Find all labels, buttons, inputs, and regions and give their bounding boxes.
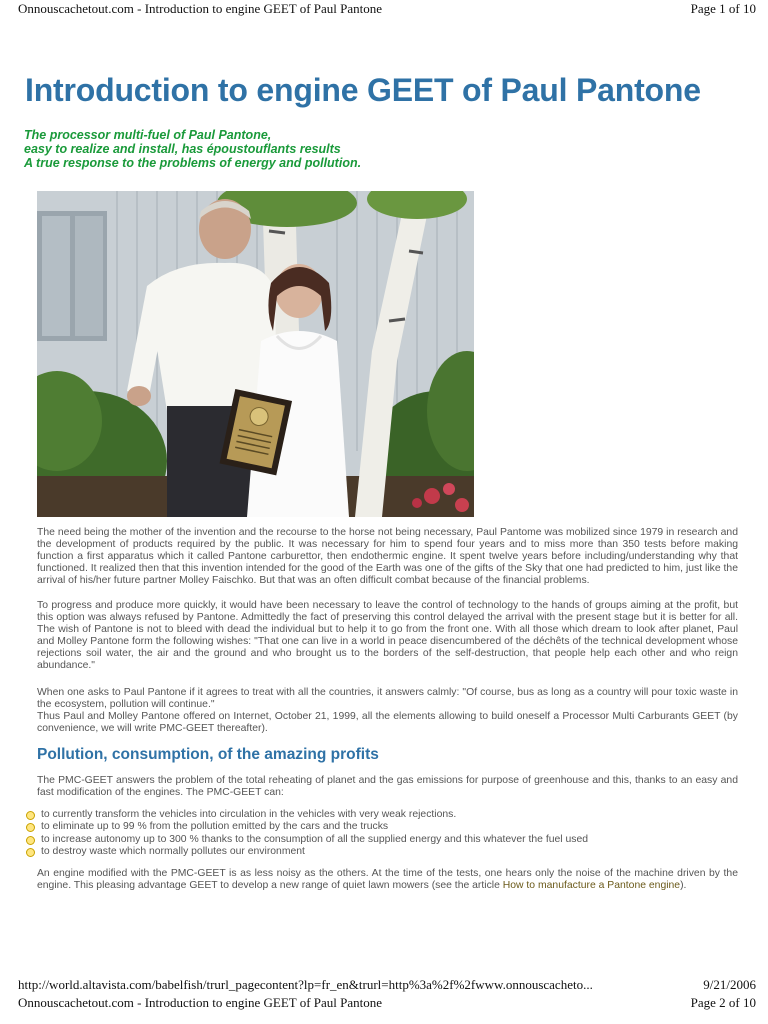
body-paragraph-2 [37,600,738,671]
print-header-title: Onnouscachetout.com - Introduction to engine GEET of Paul Pantone [18,1,383,16]
body-paragraph-6 [37,868,738,892]
print-header-page-number: Page 1 of 10 [690,1,756,16]
paragraph-text-end: ). [680,879,687,891]
tagline-line-2: easy to realize and install, has époustouflants results [24,142,341,156]
article-title: Introduction to engine GEET of Paul Pantone [25,72,701,108]
paragraph-text: Thus Paul and Molley Pantone offered on Internet, October 21, 1999, all the elements allowing to build oneself a Processor Multi Carburants GEET (by convenience, we will write PMC-GEET thereafter). [37,711,738,734]
photo-illustration [37,191,474,517]
list-item-text: to eliminate up to 99 % from the pollution emitted by the cars and the trucks [41,821,389,833]
list-item-text: to destroy waste which normally pollutes our environment [41,846,305,858]
bullet-icon [26,848,35,857]
list-item-text: to increase autonomy up to 300 % thanks to the consumption of all the supplied energy and this whatever the fuel used [41,833,589,845]
body-paragraph-4 [37,711,738,735]
list-item [24,821,744,833]
next-page-header-title: Onnouscachetout.com - Introduction to engine GEET of Paul Pantone [18,995,383,1010]
print-footer-url: http://world.altavista.com/babelfish/trurl_pagecontent?lp=fr_en&trurl=http%3a%2f%2fwww.onnouscacheto... [18,977,593,992]
bullet-icon [26,836,35,845]
article-photo [37,191,474,517]
paragraph-text [37,868,738,892]
next-page-header [18,995,756,1011]
print-header [18,1,756,17]
bullet-icon [26,823,35,832]
list-item-text: to currently transform the vehicles into circulation in the vehicles with very weak rejections. [41,809,457,820]
tagline-line-1: The processor multi-fuel of Paul Pantone, [24,128,272,142]
list-item [24,809,744,821]
body-paragraph-1 [37,527,738,587]
next-page-header-page-number: Page 2 of 10 [690,995,756,1010]
article-link-manufacture-engine[interactable]: How to manufacture a Pantone engine [502,879,681,891]
body-paragraph-3 [37,687,738,711]
paragraph-text: When one asks to Paul Pantone if it agrees to treat with all the countries, it answers calmly: "Of course, bus as long as a country will pour toxic waste in the ecosystem, pollution will continue." [37,687,738,710]
tagline-line-3: A true response to the problems of energy and pollution. [24,156,362,170]
paragraph-text: To progress and produce more quickly, it would have been necessary to leave the control of technology to the hands of groups aiming at the profit, but this option was always refused by Pantone. Admittedly the fact of preserving this control delayed the arrival with the present stage but it is better for all. The wish of Pantone is not to bleed with dead the individual but to help it to go from the front one. With all those which dream to look after planet, Paul and Molley Pantone form the following wishes: "That one can live in a world in peace disencumbered of the déchêts of the technical development whose rejections soil water, the air and the ground and who brought us to the borders of the self-destruction, that people help each other and who reign abundance." [37,600,738,671]
benefits-list [24,809,744,859]
list-item [24,834,744,846]
print-footer [18,977,756,993]
body-paragraph-5 [37,775,738,799]
paragraph-text: The PMC-GEET answers the problem of the total reheating of planet and the gas emissions for purpose of greenhouse and this, thanks to an easy and fast modification of the engines. The PMC-GEET can: [37,775,738,798]
list-item [24,846,744,858]
paragraph-text-start: An engine modified with the PMC-GEET is as less noisy as the others. At the time of the tests, one hears only the noise of the machine driven by the engine. This pleasing advantage GEET to develop a new range of quiet lawn mowers (see the article [37,868,738,891]
paragraph-text: The need being the mother of the invention and the recourse to the horse not being necessary, Paul Pantome was mobilized since 1979 in research and the development of products required by the public. It was necessary for him to spend four years and to miss more than 350 tests before making function a first apparatus which it called Pantone carburettor, then endothermic engine. It spent twelve years before including/understanding why that functioned. It realized then that this invention intended for the good of the Earth was one of the gifts of the Sky that one had predicted to him, just like the arrival of his/her future partner Molley Faischko. But that was an often difficult combat because of the financial problems. [37,527,738,586]
bullet-icon [26,811,35,820]
section-heading: Pollution, consumption, of the amazing profits [37,746,379,763]
article-tagline [24,128,624,170]
print-footer-date: 9/21/2006 [703,977,756,992]
